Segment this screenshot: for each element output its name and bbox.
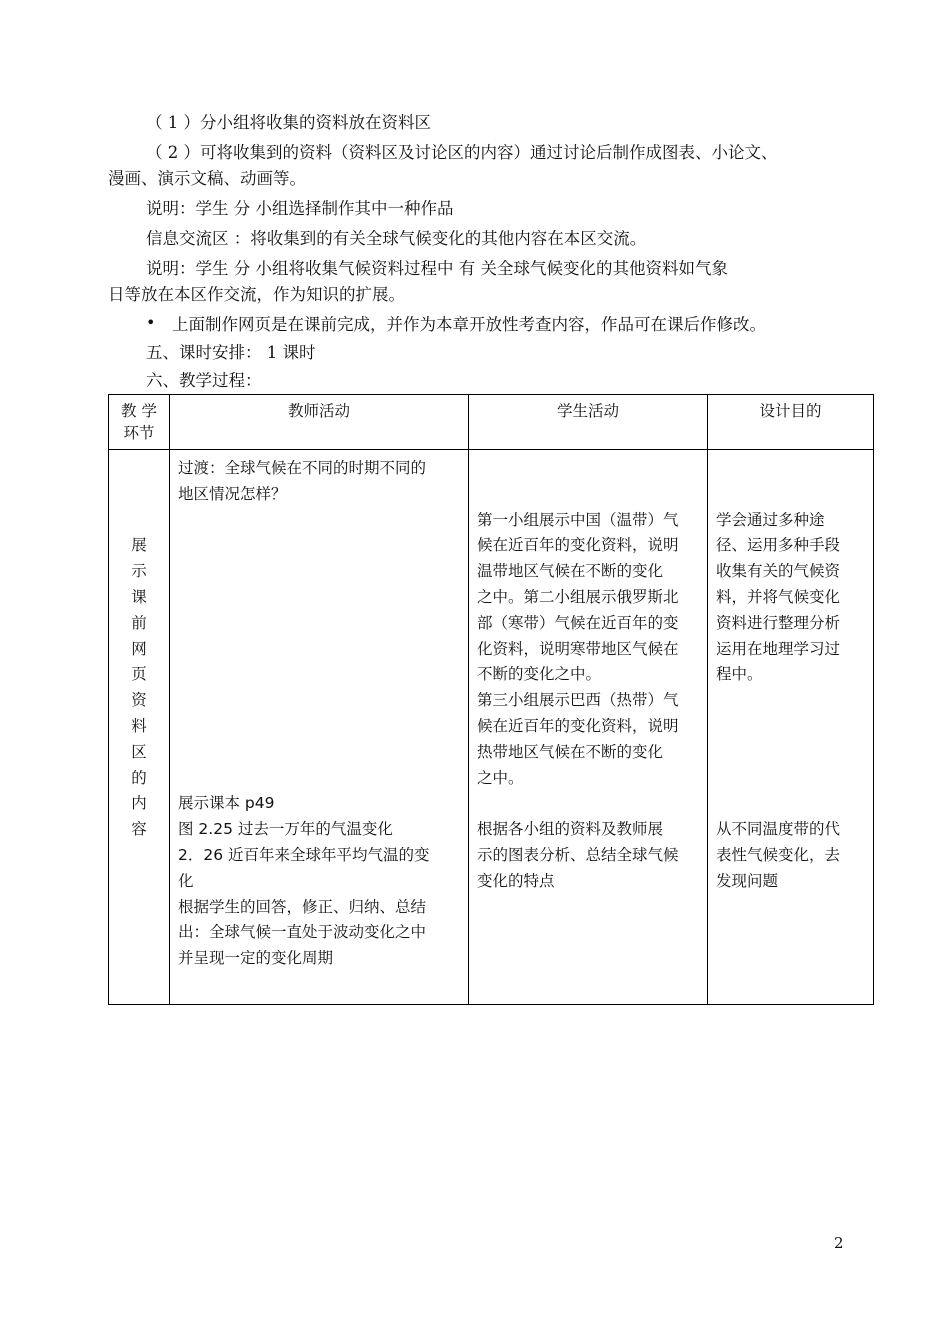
purpose-line: 收集有关的气候资 (716, 562, 841, 581)
teacher-line (178, 662, 460, 688)
para-5a: 说明：学生 分 小组将收集气候资料过程中 有 关全球气候变化的其他资料如气象 (146, 259, 728, 278)
stage-line: 的 (131, 768, 147, 787)
page-number: 2 (834, 1234, 844, 1252)
student-line (477, 482, 699, 508)
student-line: 根据各小组的资料及教师展 (477, 820, 664, 839)
teacher-line (178, 611, 460, 637)
stage-line: 容 (131, 820, 147, 839)
para-2b: 漫画、演示文稿、动画等。 (108, 169, 306, 188)
stage-line: 区 (131, 742, 147, 761)
header-teacher: 教师活动 (170, 395, 469, 450)
student-line: 第一小组展示中国（温带）气 (477, 510, 679, 529)
student-line: 化资料，说明寒带地区气候在 (477, 639, 679, 658)
teacher-line: 化 (178, 871, 194, 890)
purpose-line: 发现问题 (716, 871, 779, 890)
student-cell (469, 450, 708, 1005)
purpose-line (716, 482, 865, 508)
teacher-line: 过渡：全球气候在不同的时期不同的 (178, 459, 427, 477)
teacher-line: 出：全球气候一直处于波动变化之中 (178, 923, 427, 942)
teacher-line: 2．26 近百年来全球年平均气温的变 (178, 845, 430, 864)
teacher-line (178, 972, 460, 998)
stage-line (117, 508, 161, 534)
teacher-line (178, 766, 460, 792)
stage-line: 网 (131, 639, 147, 658)
stage-line: 页 (131, 665, 147, 684)
student-line: 之中。第二小组展示俄罗斯北 (477, 587, 679, 606)
lesson-table (108, 394, 874, 1005)
student-line: 之中。 (477, 768, 524, 787)
student-line (477, 456, 699, 482)
purpose-line: 资料进行整理分析 (716, 613, 841, 632)
para-8: 六、教学过程： (146, 371, 262, 390)
student-line: 部（寒带）气候在近百年的变 (477, 613, 679, 632)
teacher-line (178, 740, 460, 766)
student-line: 第三小组展示巴西（热带）气 (477, 691, 679, 710)
para-1: （ 1 ）分小组将收集的资料放在资料区 (146, 113, 431, 132)
student-line: 候在近百年的变化资料，说明 (477, 536, 679, 555)
teacher-line: 地区情况怎样？ (178, 484, 287, 503)
teacher-line (178, 559, 460, 585)
bullet-mark: • (146, 313, 156, 332)
purpose-cell (708, 450, 874, 1005)
teacher-line (178, 714, 460, 740)
teacher-line: 展示课本 p49 (178, 794, 275, 813)
para-5b: 日等放在本区作交流，作为知识的扩展。 (108, 285, 405, 304)
table-row (109, 450, 874, 1005)
teacher-line (178, 585, 460, 611)
purpose-line: 料，并将气候变化 (716, 587, 841, 606)
header-stage: 教 学 环节 (109, 395, 170, 450)
stage-line (117, 482, 161, 508)
stage-line (117, 456, 161, 482)
purpose-line (716, 456, 865, 482)
para-3: 说明：学生 分 小组选择制作其中一种作品 (146, 199, 454, 218)
stage-line: 课 (131, 587, 147, 606)
purpose-line: 程中。 (716, 665, 763, 684)
purpose-line (716, 714, 865, 740)
purpose-line (716, 740, 865, 766)
purpose-line (716, 791, 865, 817)
para-7: 五、课时安排： 1 课时 (146, 343, 316, 362)
student-line: 变化的特点 (477, 871, 555, 890)
para-2a: （ 2 ）可将收集到的资料（资料区及讨论区的内容）通过讨论后制作成图表、小论文、 (146, 143, 778, 162)
purpose-line: 学会通过多种途 (716, 510, 825, 529)
teacher-line (178, 688, 460, 714)
teacher-line: 图 2.25 过去一万年的气温变化 (178, 820, 393, 839)
teacher-line: 根据学生的回答，修正、归纳、总结 (178, 897, 427, 916)
para-6: 上面制作网页是在课前完成，并作为本章开放性考查内容，作品可在课后作修改。 (172, 315, 766, 334)
purpose-line (716, 688, 865, 714)
teacher-line (178, 533, 460, 559)
stage-line: 内 (131, 794, 147, 813)
stage-cell (109, 450, 170, 1005)
purpose-line: 运用在地理学习过 (716, 639, 841, 658)
teacher-line (178, 508, 460, 534)
student-line: 不断的变化之中。 (477, 665, 602, 684)
header-purpose: 设计目的 (708, 395, 874, 450)
purpose-line (716, 766, 865, 792)
stage-line: 展 (131, 536, 147, 555)
purpose-line: 表性气候变化，去 (716, 845, 841, 864)
header-student: 学生活动 (469, 395, 708, 450)
student-line: 示的图表分析、总结全球气候 (477, 845, 679, 864)
student-line: 温带地区气候在不断的变化 (477, 562, 664, 581)
student-line (477, 791, 699, 817)
para-4: 信息交流区 ：将收集到的有关全球气候变化的其他内容在本区交流。 (146, 229, 647, 248)
purpose-line: 从不同温度带的代 (716, 820, 841, 839)
purpose-line: 径、运用多种手段 (716, 536, 841, 555)
teacher-cell (170, 450, 469, 1005)
table-header-row (109, 395, 874, 450)
stage-line: 资 (131, 691, 147, 710)
student-line: 候在近百年的变化资料，说明 (477, 716, 679, 735)
stage-line: 料 (131, 716, 147, 735)
stage-line: 示 (131, 562, 147, 581)
teacher-line (178, 637, 460, 663)
student-line: 热带地区气候在不断的变化 (477, 742, 664, 761)
stage-line: 前 (131, 613, 147, 632)
teacher-line: 并呈现一定的变化周期 (178, 949, 334, 968)
